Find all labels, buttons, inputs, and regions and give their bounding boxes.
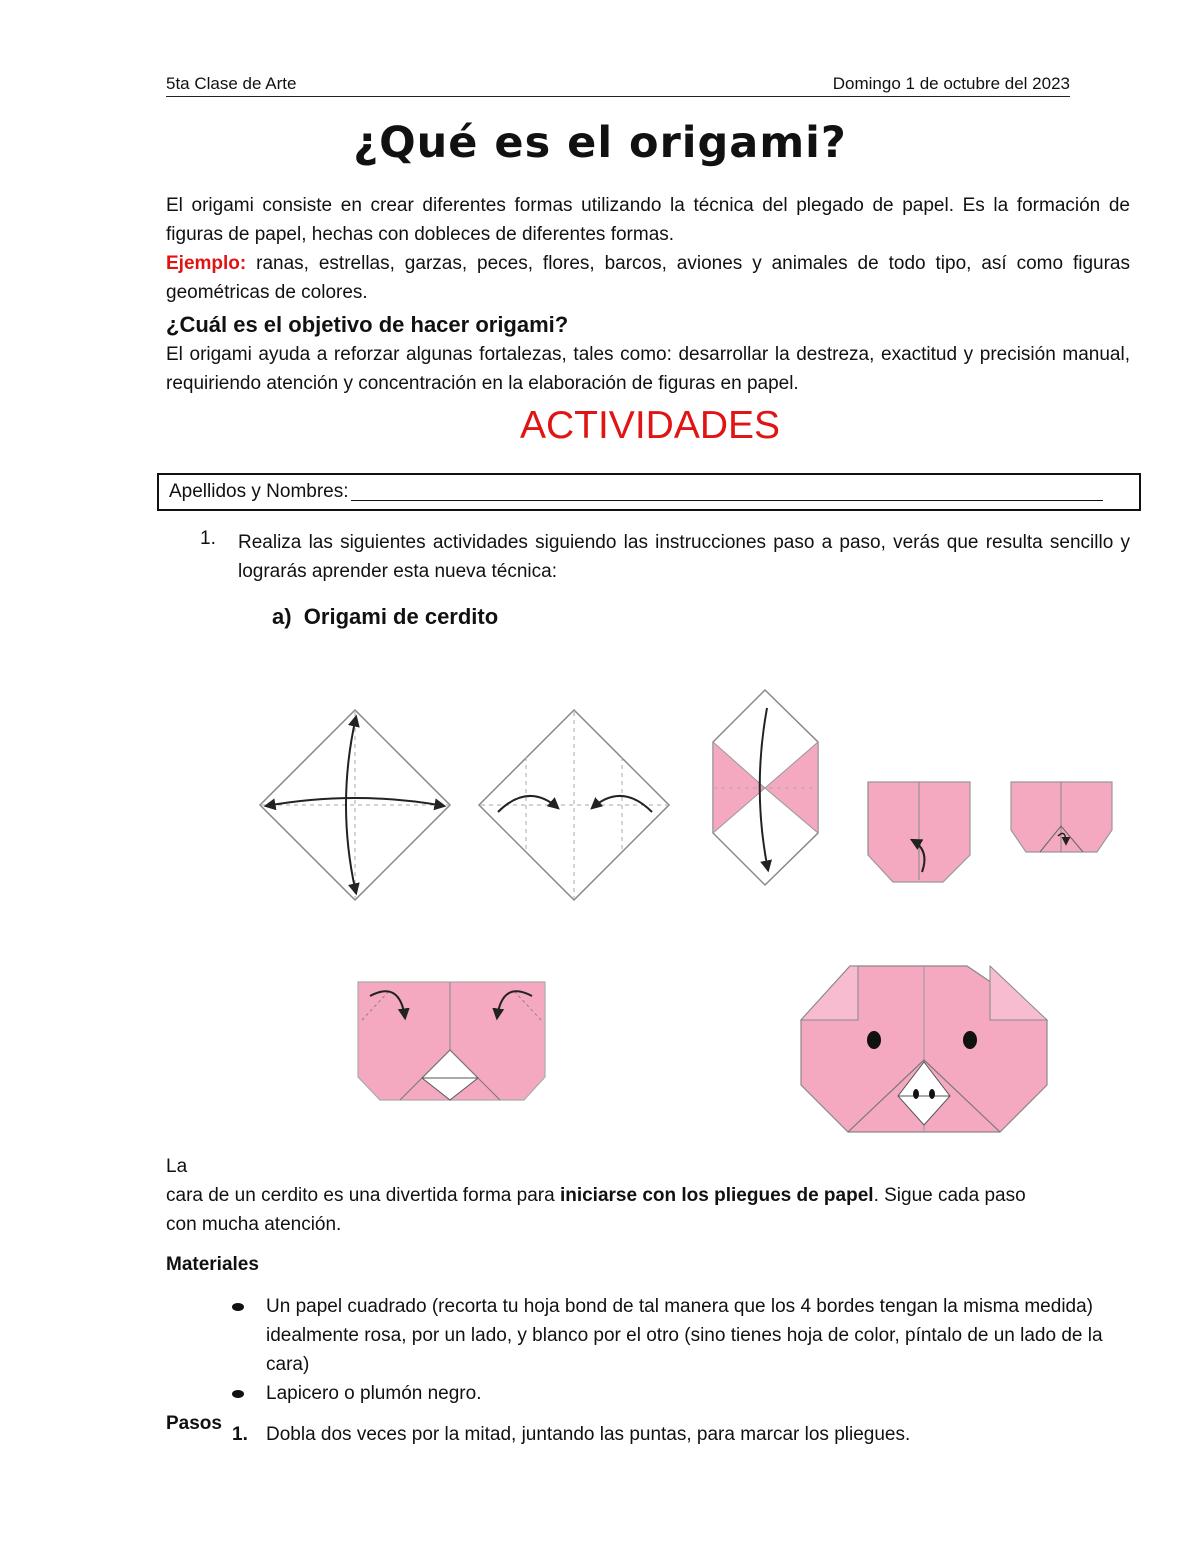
name-field-label: Apellidos y Nombres: xyxy=(169,481,349,502)
objective-heading: ¿Cuál es el objetivo de hacer origami? xyxy=(166,312,569,337)
step-number: 1. xyxy=(232,1424,248,1445)
description-word: La xyxy=(166,1156,188,1177)
description-line3: con mucha atención. xyxy=(166,1214,342,1235)
step6-diagram xyxy=(358,982,545,1100)
date-label: Domingo 1 de octubre del 2023 xyxy=(832,74,1070,93)
description-text-b: . Sigue cada paso xyxy=(873,1185,1026,1206)
activity-number: 1. xyxy=(200,528,216,549)
page-title: ¿Qué es el origami? xyxy=(353,118,847,168)
step5-diagram xyxy=(1011,782,1112,852)
objective-paragraph: El origami ayuda a reforzar algunas fortalezas, tales como: desarrollar la destreza, exactitud y precisión manual, requiriendo atención y concentración en la elaboración de figuras en papel. xyxy=(166,344,1130,394)
step4-diagram xyxy=(868,782,970,882)
materials-item: Lapicero o plumón negro. xyxy=(266,1383,482,1404)
step1-diagram xyxy=(260,710,450,900)
example-label: Ejemplo: xyxy=(166,253,247,274)
description-bold: iniciarse con los pliegues de papel xyxy=(559,1185,874,1206)
bullet-dot xyxy=(232,1303,244,1311)
activities-heading: ACTIVIDADES xyxy=(519,404,781,447)
example-text: ranas, estrellas, garzas, peces, flores, barcos, aviones y animales de todo tipo, así como figuras geométricas de colores. xyxy=(166,253,1130,303)
step2-diagram xyxy=(479,710,669,900)
bullet-dot xyxy=(232,1390,244,1398)
steps-heading: Pasos xyxy=(166,1413,222,1434)
materials-heading: Materiales xyxy=(166,1254,259,1275)
sub-title: Origami de cerdito xyxy=(303,604,499,629)
description-text-a: cara de un cerdito es una divertida forma para xyxy=(166,1185,560,1206)
description-line xyxy=(166,1181,1130,1210)
intro-paragraph: El origami consiste en crear diferentes formas utilizando la técnica del plegado de papel. Es la formación de figuras de papel, hechas con dobleces de diferentes formas. xyxy=(166,195,1130,245)
class-label: 5ta Clase de Arte xyxy=(166,74,297,93)
pig-face-diagram xyxy=(801,966,1047,1132)
sub-letter: a) xyxy=(272,604,292,629)
step3-diagram xyxy=(713,690,818,885)
activity-text: Realiza las siguientes actividades siguiendo las instrucciones paso a paso, verás que resulta sencillo y lograrás aprender esta nueva técnica: xyxy=(238,532,1130,582)
step-text: Dobla dos veces por la mitad, juntando las puntas, para marcar los pliegues. xyxy=(266,1424,911,1445)
materials-item: Un papel cuadrado (recorta tu hoja bond de tal manera que los 4 bordes tengan la misma medida) idealmente rosa, por un lado, y blanco por el otro (sino tienes hoja de color, píntalo de un lado de la cara) xyxy=(266,1296,1103,1375)
